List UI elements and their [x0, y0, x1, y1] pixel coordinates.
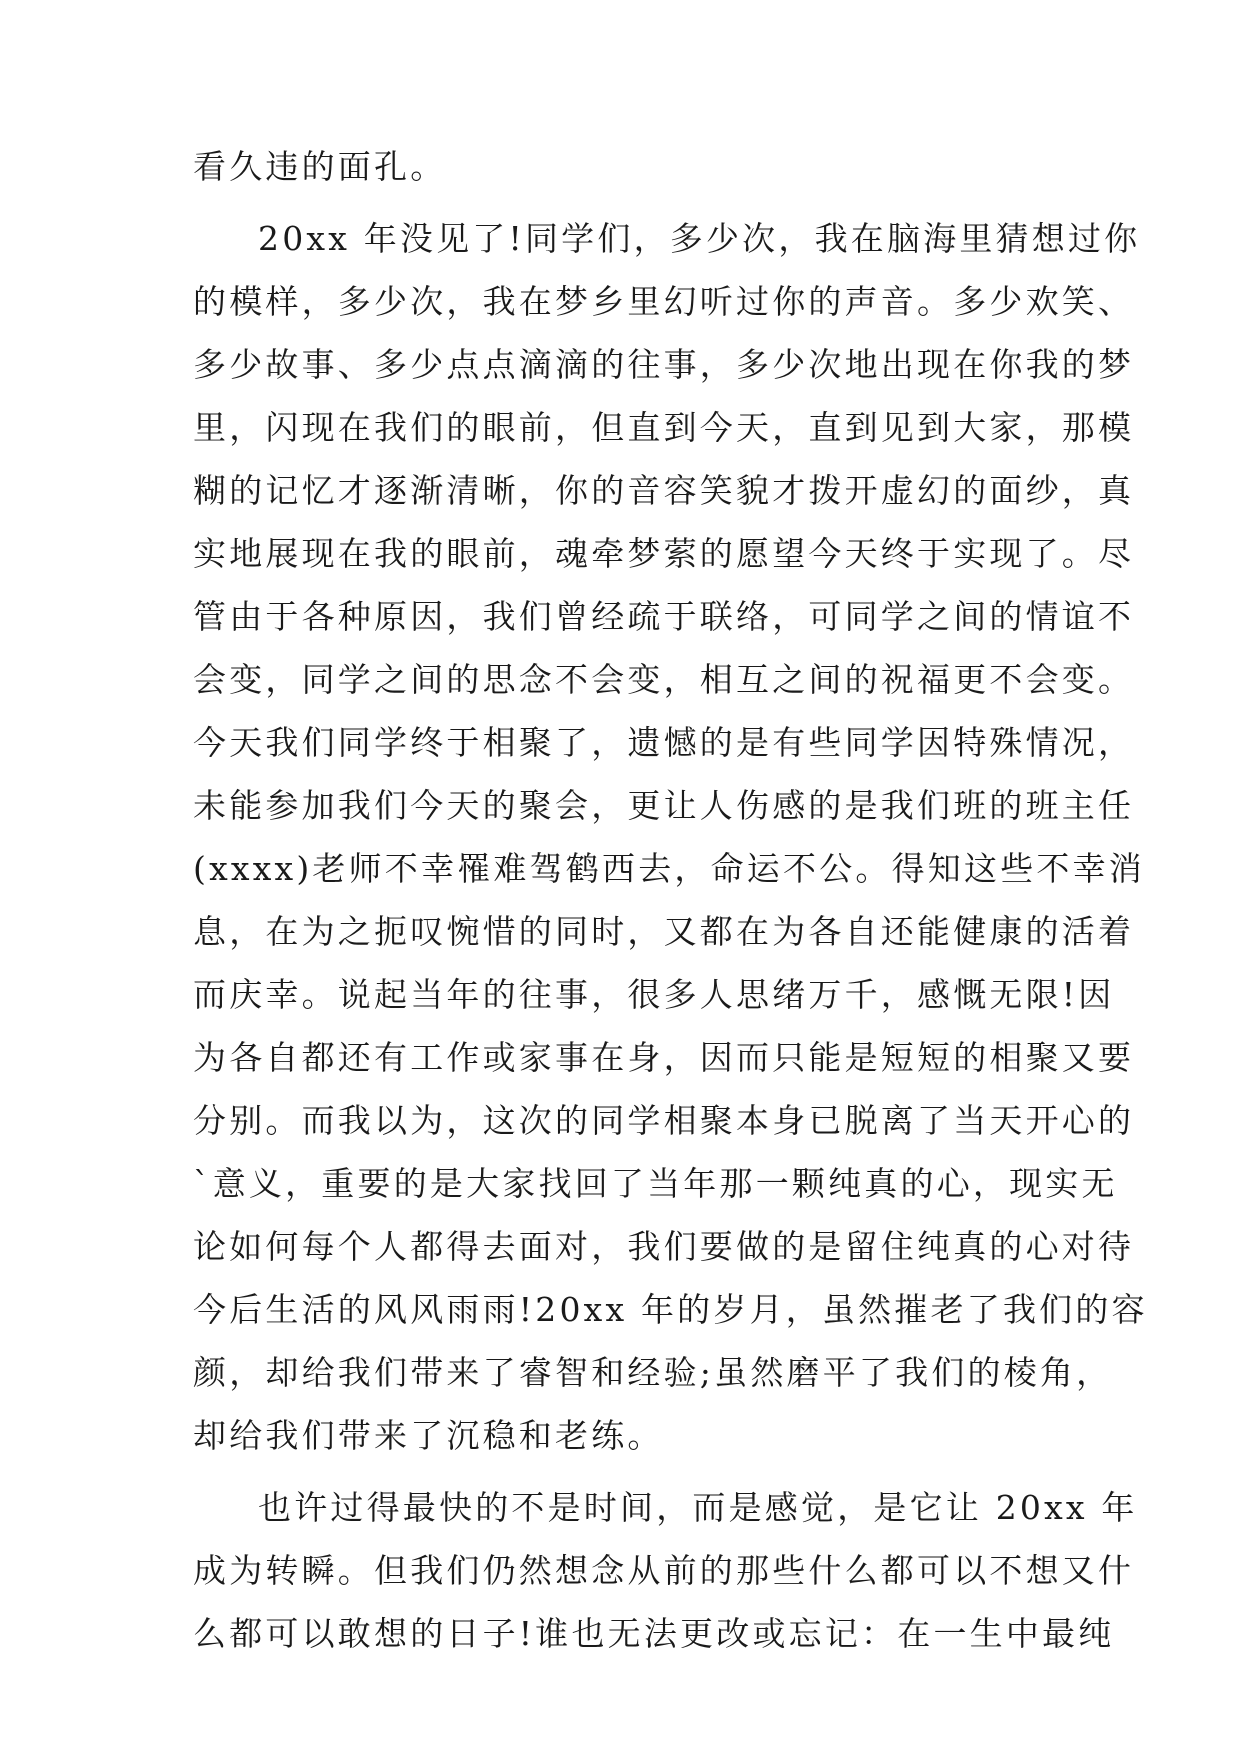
text-line: 论如何每个人都得去面对，我们要做的是留住纯真的心对待 — [193, 1227, 1135, 1266]
text-line: 糊的记忆才逐渐清晰，你的音容笑貌才拨开虚幻的面纱，真 — [193, 471, 1135, 510]
text-line: 多少故事、多少点点滴滴的往事，多少次地出现在你我的梦 — [193, 345, 1135, 384]
text-line: 分别。而我以为，这次的同学相聚本身已脱离了当天开心的 — [193, 1101, 1135, 1140]
text-line: 未能参加我们今天的聚会，更让人伤感的是我们班的班主任 — [193, 786, 1135, 825]
text-line: 的模样，多少次，我在梦乡里幻听过你的声音。多少欢笑、 — [193, 282, 1135, 321]
text-line: 管由于各种原因，我们曾经疏于联络，可同学之间的情谊不 — [193, 597, 1135, 636]
text-line: 今天我们同学终于相聚了，遗憾的是有些同学因特殊情况， — [193, 723, 1135, 762]
paragraph-start-line: 20xx 年没见了!同学们，多少次，我在脑海里猜想过你 — [258, 219, 1141, 258]
text-line: 而庆幸。说起当年的往事，很多人思绪万千，感慨无限!因 — [193, 975, 1115, 1014]
text-line: 却给我们带来了沉稳和老练。 — [193, 1416, 664, 1455]
text-line: 里，闪现在我们的眼前，但直到今天，直到见到大家，那模 — [193, 408, 1135, 447]
text-line: 看久违的面孔。 — [193, 147, 447, 186]
text-line: 颜，却给我们带来了睿智和经验;虽然磨平了我们的棱角， — [193, 1353, 1113, 1392]
text-line: 为各自都还有工作或家事在身，因而只能是短短的相聚又要 — [193, 1038, 1135, 1077]
text-line: `意义，重要的是大家找回了当年那一颗纯真的心，现实无 — [193, 1164, 1118, 1203]
text-line: 成为转瞬。但我们仍然想念从前的那些什么都可以不想又什 — [193, 1551, 1135, 1590]
text-line: 今后生活的风风雨雨!20xx 年的岁月，虽然摧老了我们的容 — [193, 1290, 1148, 1329]
text-line: 么都可以敢想的日子!谁也无法更改或忘记：在一生中最纯 — [193, 1614, 1115, 1653]
text-line: 会变，同学之间的思念不会变，相互之间的祝福更不会变。 — [193, 660, 1135, 699]
text-line: 息，在为之扼叹惋惜的同时，又都在为各自还能健康的活着 — [193, 912, 1135, 951]
paragraph-start-line: 也许过得最快的不是时间，而是感觉，是它让 20xx 年 — [258, 1488, 1138, 1527]
text-line: 实地展现在我的眼前，魂牵梦萦的愿望今天终于实现了。尽 — [193, 534, 1135, 573]
text-line: (xxxx)老师不幸罹难驾鹤西去，命运不公。得知这些不幸消 — [193, 849, 1145, 888]
